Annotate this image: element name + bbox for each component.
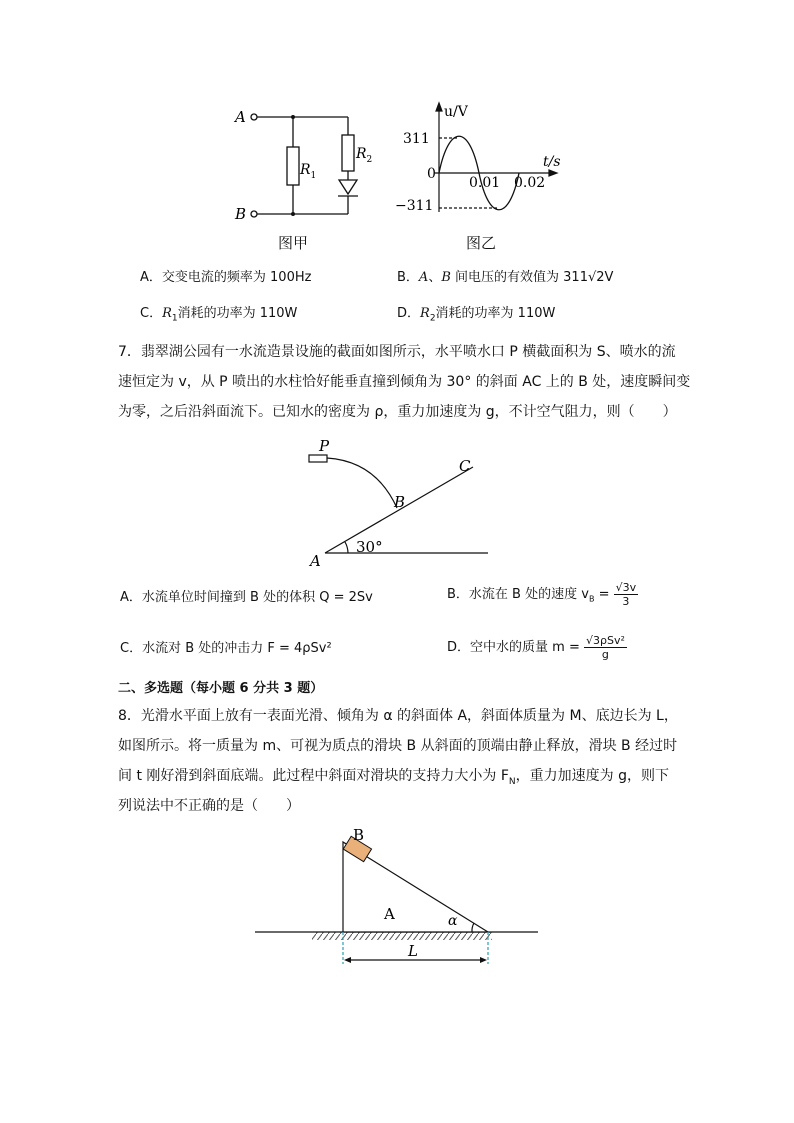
- terminal-a-label: A: [235, 108, 246, 126]
- origin-label: 0: [427, 166, 436, 182]
- q8-line-3: 间 t 刚好滑到斜面底端。此过程中斜面对滑块的支持力大小为 $F_N$，重力加速度为 g，则下: [118, 768, 669, 787]
- graph-xlabel: t/s: [543, 154, 561, 170]
- r1-label: R: [300, 162, 311, 178]
- incline-block-diagram: [250, 822, 545, 972]
- q8-line-1: 8．光滑水平面上放有一表面光滑、倾角为 α 的斜面体 A，斜面体质量为 M、底边长为 L，: [118, 708, 678, 724]
- point-p-label: P: [319, 437, 330, 455]
- caption-fig-b: 图乙: [466, 234, 497, 252]
- terminal-b-label: B: [235, 205, 247, 223]
- graph-ylabel: u/V: [444, 104, 468, 120]
- length-l-label: L: [408, 942, 418, 960]
- q6-option-a: A．交变电流的频率为 100Hz: [140, 270, 312, 285]
- point-b-label: B: [394, 493, 406, 511]
- water-jet-diagram: [298, 435, 498, 570]
- section-heading: 二、多选题（每小题 6 分共 3 题）: [118, 681, 324, 696]
- x-tick-002: 0.02: [514, 175, 546, 191]
- q7-option-b: B．水流在 B 处的速度 $v_B$ = $\frac{√3v}{3}$: [447, 581, 637, 608]
- incline-a-label: A: [384, 905, 395, 923]
- q6-option-b: B．A、B 间电压的有效值为 311√2V: [397, 270, 614, 285]
- svg-text:R2: $R_2$: [356, 146, 373, 165]
- svg-text:u/V: [444, 104, 469, 120]
- point-c-label: C: [459, 457, 471, 475]
- q7-option-a: A．水流单位时间撞到 B 处的体积 Q = 2Sv: [120, 590, 373, 605]
- q6-option-c: C．$R_1$消耗的功率为 110W: [140, 306, 298, 324]
- circuit-diagram: [228, 100, 388, 225]
- q7-option-c: C．水流对 B 处的冲击力 F = 4ρSv²: [120, 641, 332, 656]
- angle-30-label: 30°: [356, 538, 383, 556]
- q7-line-2: 速恒定为 v，从 P 喷出的水柱恰好能垂直撞到倾角为 30° 的斜面 AC 上的 B 处，速度瞬间变: [118, 374, 691, 390]
- q7-line-3: 为零，之后沿斜面流下。已知水的密度为 ρ，重力加速度为 g，不计空气阻力，则（ ）: [118, 404, 677, 420]
- y-min-label: −311: [395, 198, 434, 214]
- caption-fig-a: 图甲: [278, 234, 309, 252]
- svg-text:R1: $R_1$: [300, 162, 317, 181]
- y-max-label: 311: [403, 131, 430, 147]
- q7-option-d: D．空中水的质量 m = $\frac{\text{√3ρSv²}}{g}$: [447, 634, 625, 661]
- q8-line-2: 如图所示。将一质量为 m、可视为质点的滑块 B 从斜面的顶端由静止释放，滑块 B 经过时: [118, 738, 678, 754]
- block-b-label: B: [353, 826, 365, 844]
- alpha-label: α: [448, 913, 458, 929]
- x-tick-001: 0.01: [469, 175, 501, 191]
- voltage-graph: [395, 100, 565, 215]
- q6-option-d: D．$R_2$消耗的功率为 110W: [397, 306, 556, 324]
- point-a-label: A: [310, 552, 321, 570]
- q8-line-4: 列说法中不正确的是（ ）: [118, 798, 300, 814]
- r2-label: R: [356, 146, 367, 162]
- q7-line-1: 7．翡翠湖公园有一水流造景设施的截面如图所示，水平喷水口 P 横截面积为 S、喷水的流: [118, 344, 676, 360]
